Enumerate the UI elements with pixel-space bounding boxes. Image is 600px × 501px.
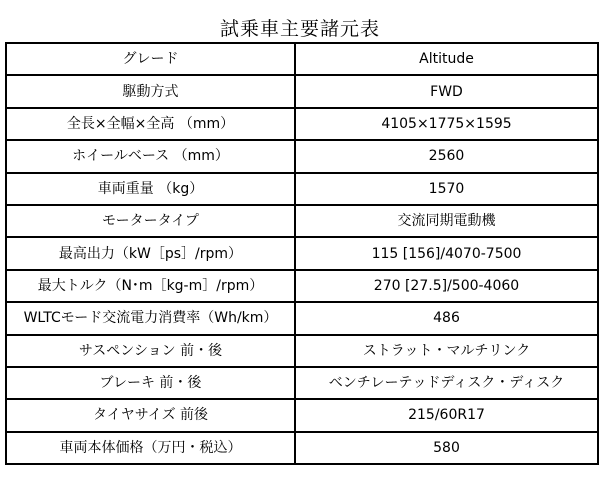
row-label-dimensions: 全長×全幅×全高 （mm） bbox=[6, 108, 295, 140]
row-value-drive: FWD bbox=[295, 75, 598, 107]
row-label-tire-size: タイヤサイズ 前後 bbox=[6, 399, 295, 431]
row-value-power-consumption: 486 bbox=[295, 302, 598, 334]
row-label-wheelbase: ホイールベース （mm） bbox=[6, 140, 295, 172]
table-row bbox=[6, 173, 598, 205]
spec-table-title: 試乗車主要諸元表 bbox=[219, 18, 380, 40]
table-row bbox=[6, 335, 598, 367]
table-row bbox=[6, 237, 598, 269]
row-label-max-torque: 最大トルク（N･m［kg-m］/rpm） bbox=[6, 270, 295, 302]
row-label-max-output: 最高出力（kW［ps］/rpm） bbox=[6, 237, 295, 269]
table-row bbox=[6, 108, 598, 140]
row-label-price: 車両本体価格（万円・税込） bbox=[6, 432, 295, 464]
row-value-tire-size: 215/60R17 bbox=[295, 399, 598, 431]
row-value-max-torque: 270 [27.5]/500-4060 bbox=[295, 270, 598, 302]
row-label-suspension: サスペンション 前・後 bbox=[6, 335, 295, 367]
table-row bbox=[6, 399, 598, 431]
row-value-price: 580 bbox=[295, 432, 598, 464]
row-value-suspension: ストラット・マルチリンク bbox=[295, 335, 598, 367]
row-value-max-output: 115 [156]/4070-7500 bbox=[295, 237, 598, 269]
row-label-motor-type: モータータイプ bbox=[6, 205, 295, 237]
table-row bbox=[6, 367, 598, 399]
row-label-brakes: ブレーキ 前・後 bbox=[6, 367, 295, 399]
row-value-weight: 1570 bbox=[295, 173, 598, 205]
row-label-grade: グレード bbox=[6, 43, 295, 75]
row-value-dimensions: 4105×1775×1595 bbox=[295, 108, 598, 140]
table-row bbox=[6, 205, 598, 237]
row-label-weight: 車両重量 （kg） bbox=[6, 173, 295, 205]
row-value-grade: Altitude bbox=[295, 43, 598, 75]
row-label-drive: 駆動方式 bbox=[6, 75, 295, 107]
row-value-wheelbase: 2560 bbox=[295, 140, 598, 172]
row-value-motor-type: 交流同期電動機 bbox=[295, 205, 598, 237]
table-row bbox=[6, 432, 598, 464]
table-row bbox=[6, 140, 598, 172]
row-value-brakes: ベンチレーテッドディスク・ディスク bbox=[295, 367, 598, 399]
spec-table bbox=[5, 42, 599, 465]
table-row bbox=[6, 75, 598, 107]
table-row bbox=[6, 43, 598, 75]
table-row bbox=[6, 270, 598, 302]
row-label-power-consumption: WLTCモード交流電力消費率（Wh/km） bbox=[6, 302, 295, 334]
table-row bbox=[6, 302, 598, 334]
